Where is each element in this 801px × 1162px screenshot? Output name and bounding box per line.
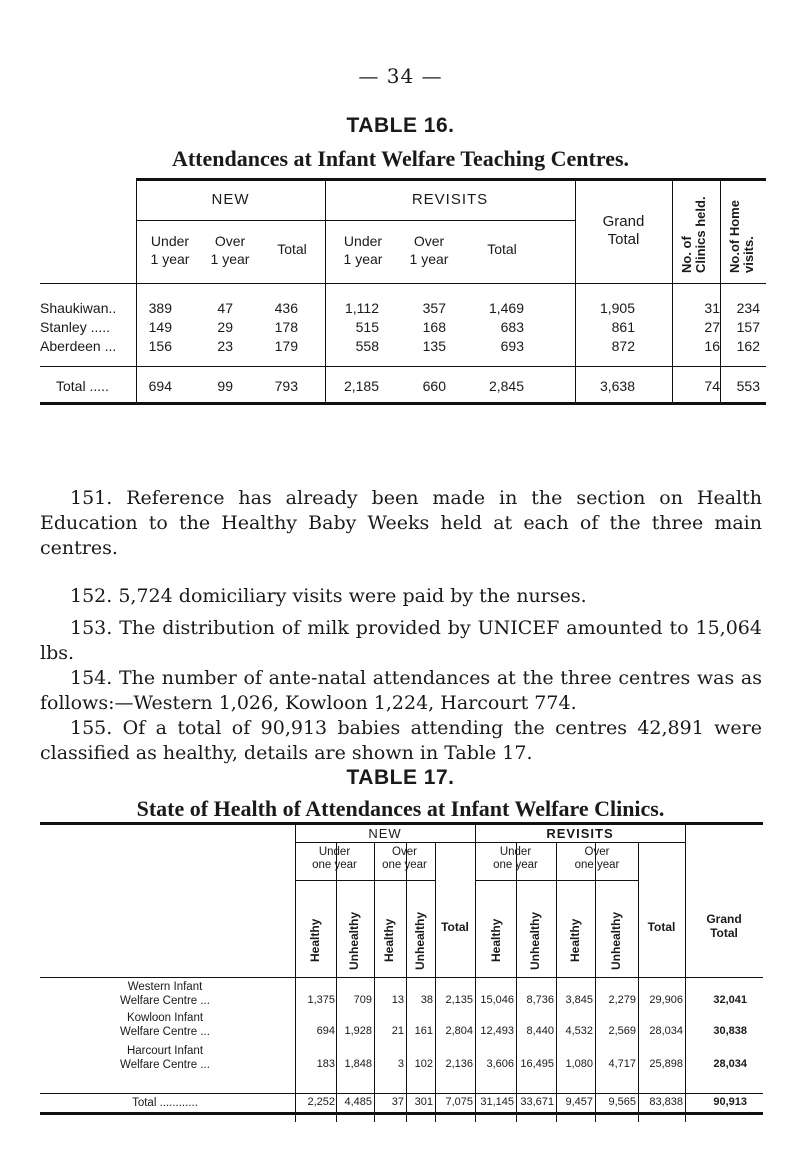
table16: NEW REVISITS Grand Total No. of Clinics held. No.of Home visits. Under 1 year Over 1 year Total Under 1 year Over 1 year Total Shaukiwan.. 389 47 436 1,112 357 1,469 1,905 31 234 Stanley ..... 149 29 178 515 168 683 861 27 157 Aberdeen ... 156 23 179 558 135 693 872 16 162 Total ..... 694 99 793 2,185 660 2,845 3,638 74 553 [40,178,766,443]
page-number: — 34 — [358,64,443,88]
table17: NEW REVISITS Under one year Over one year Under one year Over one year Healthy Unhealthy Healthy Unhealthy Total Healthy Unhealthy Healthy Unhealthy Total Grand Total Western Infant Welfare Centre ... 1,375 709 13 38 2,135 15,046 8,736 3,845 2,279 29,906 32,041 Kowloon Infant Welfare Centre ... 694 1,928 21 161 2,804 12,493 8,440 4,532 2,569 28,034 30,838 Harcourt Infant Welfare Centre ... 183 1,848 3 102 2,136 3,606 16,495 1,080 4,717 25,898 28,034 Total ............ 2,252 4,485 37 301 7,075 31,145 33,671 9,457 9,565 83,838 90,913 [40,822,763,1132]
table17-subtitle: State of Health of Attendances at Infant Welfare Clinics. [136,796,665,821]
header-unhealthy: Unhealthy [347,911,361,970]
header-rev-total: Total [487,241,517,257]
row-label: Aberdeen ... [40,338,117,354]
header-new: NEW [368,826,402,841]
header-new-over: Over 1 year [210,233,250,267]
bottom-rule [40,402,766,405]
row-label: Harcourt Infant Welfare Centre ... [120,1045,210,1071]
header-unhealthy: Unhealthy [528,911,542,970]
header-new-total: Total [441,920,469,934]
row-label: Stanley ..... [40,319,111,335]
header-new-total: Total [277,241,307,257]
total-row-label: Total ..... [56,378,109,394]
paragraph-153: 153. The distribution of milk provided by UNICEF amounted to 15,064 lbs. [40,617,762,664]
header-healthy: Healthy [382,918,396,962]
header-clinics: No. of Clinics held. [679,196,708,273]
paragraph-152: 152. 5,724 domiciliary visits were paid by the nurses. [70,585,587,607]
header-healthy: Healthy [308,918,322,962]
row-label: Kowloon Infant Welfare Centre ... [120,1012,210,1038]
header-unhealthy: Unhealthy [413,911,427,970]
header-rev-over: Over one year [574,846,620,871]
header-unhealthy: Unhealthy [609,911,623,970]
table16-subtitle: Attendances at Infant Welfare Teaching Centres. [171,146,630,171]
header-healthy: Healthy [489,918,503,962]
row-label: Western Infant Welfare Centre ... [120,981,210,1007]
paragraph-154: 154. The number of ante-natal attendances at the three centres was as follows:—Western 1,026, Kowloon 1,224, Harcourt 774. [40,667,762,714]
header-grand-total: Grand Total [602,213,645,248]
header-new-over: Over one year [382,846,427,871]
table17-title: TABLE 17. [346,766,455,789]
header-new-under: Under one year [312,846,357,871]
header-new: NEW [211,191,250,208]
header-rev-under: Under one year [493,846,538,871]
header-rev-under: Under 1 year [343,233,383,267]
header-rev-total: Total [647,920,676,934]
header-healthy: Healthy [568,918,582,962]
paragraph-151: 151. Reference has already been made in the section on Health Education to the Healthy Baby Weeks held at each of the three main centres. [40,487,762,559]
row-label: Shaukiwan.. [40,300,117,316]
header-revisits: REVISITS [411,191,489,208]
paragraph-155: 155. Of a total of 90,913 babies attending the centres 42,891 were classified as healthy, details are shown in Table 17. [40,717,762,764]
header-revisits: REVISITS [546,826,614,841]
total-row-label: Total ............ [132,1097,198,1109]
header-grand-total: Grand Total [706,912,742,940]
header-new-under: Under 1 year [150,233,190,267]
table16-title: TABLE 16. [346,114,455,137]
header-home-visits: No.of Home visits. [727,200,756,273]
header-rev-over: Over 1 year [409,233,449,267]
